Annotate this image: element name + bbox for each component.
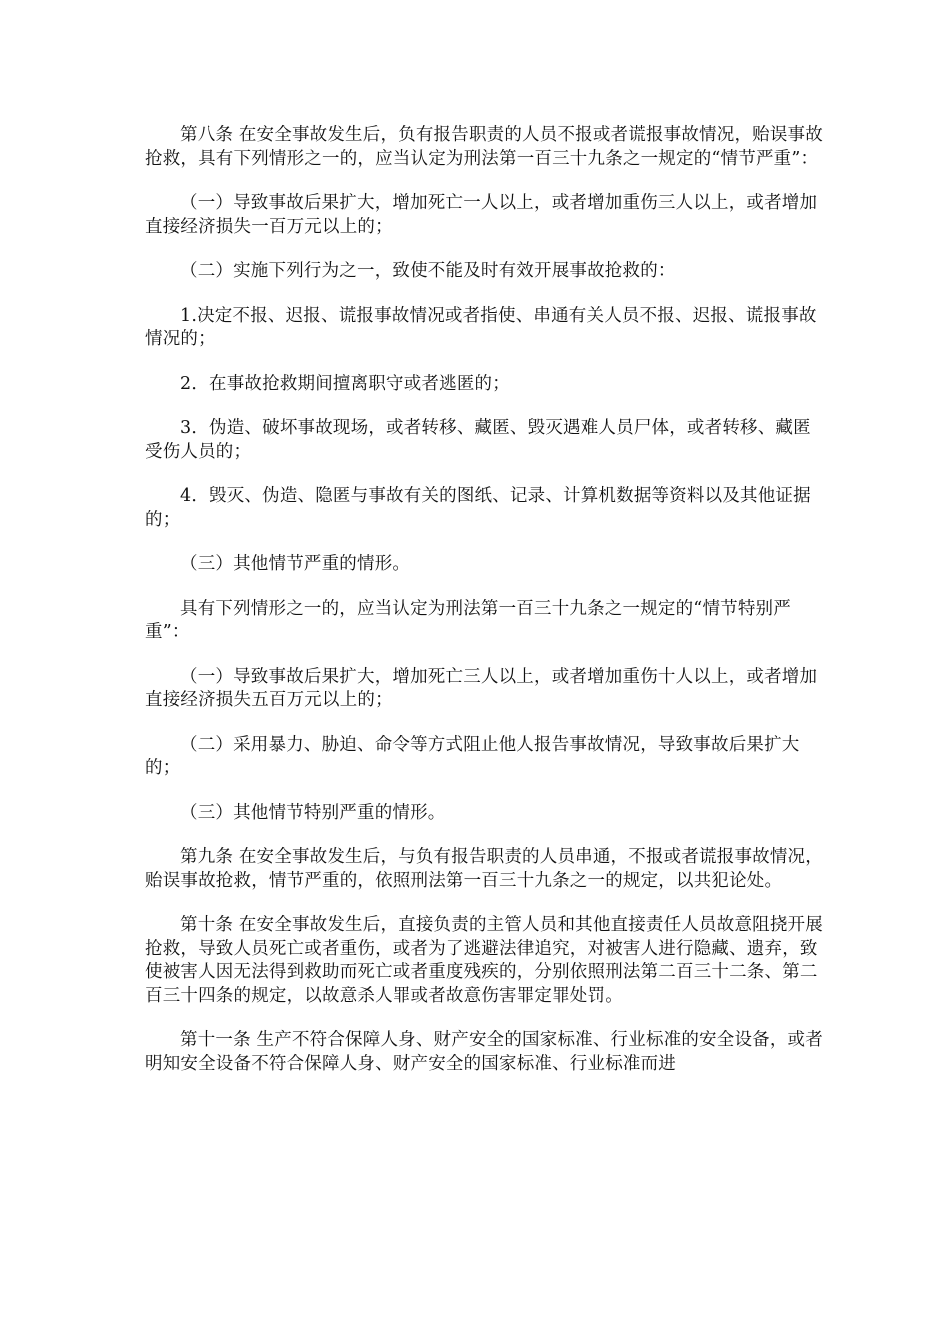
paragraph-especially-item-3: （三）其他情节特别严重的情形。: [180, 802, 446, 823]
paragraph-item-1: （一）导致事故后果扩大，增加死亡一人以上，或者增加重伤三人以上，或者增加直接经济损失一百万元以上的；: [145, 193, 818, 237]
paragraph-subitem-1: 1.决定不报、迟报、谎报事故情况或者指使、串通有关人员不报、迟报、谎报事故情况的；: [145, 305, 817, 349]
paragraph-especially-serious: 具有下列情形之一的，应当认定为刑法第一百三十九条之一规定的“情节特别严重”：: [145, 598, 791, 642]
paragraph-article-11: 第十一条 生产不符合保障人身、财产安全的国家标准、行业标准的安全设备，或者明知安全设备不符合保障人身、财产安全的国家标准、行业标准而进: [145, 1030, 823, 1074]
paragraph-subitem-2: 2．在事故抢救期间擅离职守或者逃匿的；: [180, 373, 510, 394]
paragraph-especially-item-2: （二）采用暴力、胁迫、命令等方式阻止他人报告事故情况，导致事故后果扩大的；: [145, 734, 800, 778]
paragraph-subitem-3: 3．伪造、破坏事故现场，或者转移、藏匿、毁灭遇难人员尸体，或者转移、藏匿受伤人员的；: [145, 418, 811, 462]
paragraph-item-3: （三）其他情节严重的情形。: [180, 554, 411, 574]
paragraph-item-2: （二）实施下列行为之一，致使不能及时有效开展事故抢救的：: [180, 261, 676, 281]
paragraph-article-10: 第十条 在安全事故发生后，直接负责的主管人员和其他直接责任人员故意阻挠开展抢救，导致人员死亡或者重伤，或者为了逃避法律追究，对被害人进行隐藏、遗弃，致使被害人因无法得到救助而死亡或者重度残疾的，分别依照刑法第二百三十二条、第二百三十四条的规定，以故意杀人罪或者故意伤害罪定罪处罚。: [145, 915, 823, 1006]
paragraph-especially-item-1: （一）导致事故后果扩大，增加死亡三人以上，或者增加重伤十人以上，或者增加直接经济损失五百万元以上的；: [145, 666, 818, 710]
document-body: [145, 124, 825, 1097]
paragraph-article-8: 第八条 在安全事故发生后，负有报告职责的人员不报或者谎报事故情况，贻误事故抢救，具有下列情形之一的，应当认定为刑法第一百三十九条之一规定的“情节严重”：: [145, 125, 823, 169]
paragraph-subitem-4: 4．毁灭、伪造、隐匿与事故有关的图纸、记录、计算机数据等资料以及其他证据的；: [145, 486, 811, 530]
paragraph-article-9: 第九条 在安全事故发生后，与负有报告职责的人员串通，不报或者谎报事故情况，贻误事故抢救，情节严重的，依照刑法第一百三十九条之一的规定，以共犯论处。: [145, 847, 823, 891]
